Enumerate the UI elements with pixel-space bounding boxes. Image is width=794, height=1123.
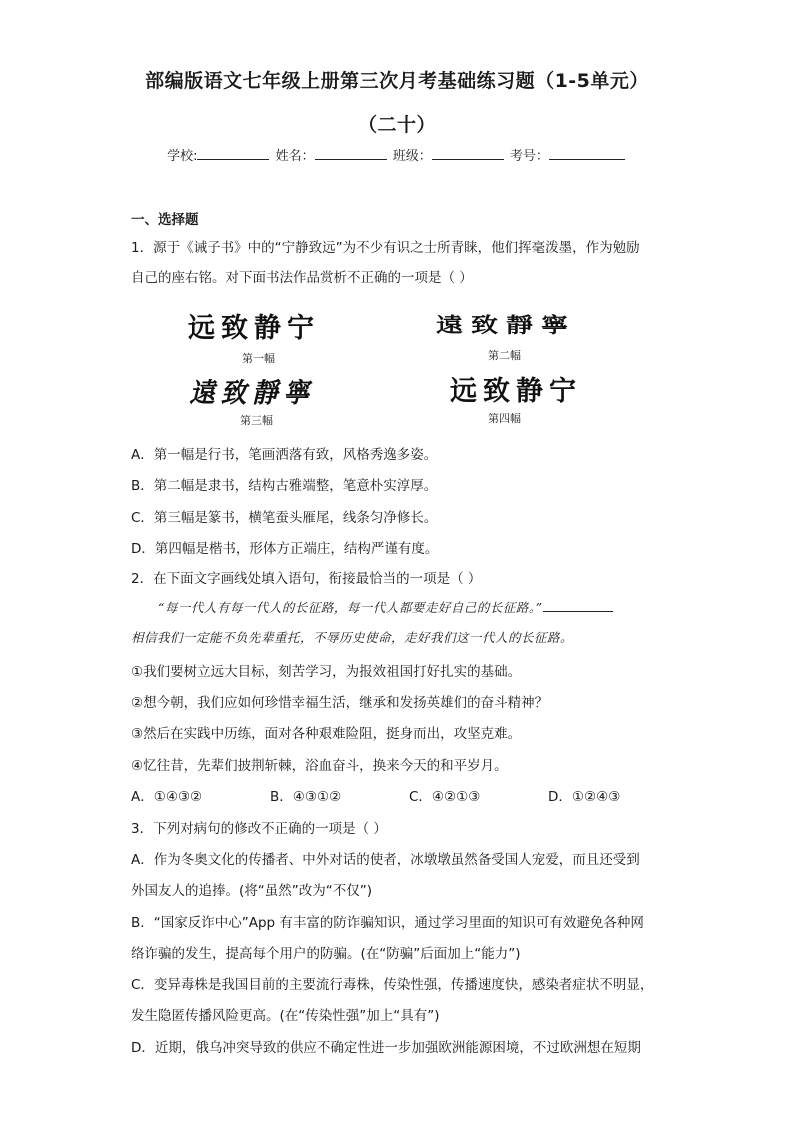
q1-stem-line2: 自己的座右铭。对下面书法作品赏析不正确的一项是（ ） (131, 270, 473, 286)
q2-option-d[interactable]: D．①②④③ (548, 789, 621, 805)
q2-stem: 2．在下面文字画线处填入语句，衔接最恰当的一项是（ ） (131, 571, 482, 587)
calligraphy-work-3: 遠致靜寧 (189, 378, 315, 409)
calligraphy-caption-4: 第四幅 (488, 412, 521, 425)
school-field[interactable] (197, 145, 269, 160)
class-field[interactable] (432, 145, 504, 160)
q3-option-c-line1[interactable]: C．变异毒株是我国目前的主要流行毒株，传染性强，传播速度快，感染者症状不明显， (131, 977, 654, 993)
q1-option-b[interactable]: B．第二幅是隶书，结构古雅端整，笔意朴实淳厚。 (131, 478, 438, 494)
school-label: 学校: (167, 149, 198, 164)
q2-blank[interactable] (543, 599, 613, 612)
calligraphy-work-2: 遠致靜寧 (436, 314, 576, 338)
calligraphy-caption-1: 第一幅 (242, 352, 275, 365)
q2-passage-line2: 相信我们一定能不负先辈重托，不辱历史使命，走好我们这一代人的长征路。 (131, 630, 574, 645)
q1-option-a[interactable]: A．第一幅是行书，笔画洒落有致，风格秀逸多姿。 (131, 447, 438, 463)
q2-options (131, 785, 620, 805)
q3-stem: 3．下列对病句的修改不正确的一项是（ ） (131, 821, 387, 837)
q2-item-2: ②想今朝，我们应如何珍惜幸福生活，继承和发扬英雄们的奋斗精神？ (131, 695, 549, 711)
q2-option-a[interactable]: A．①④③② (131, 789, 203, 805)
q2-item-4: ④忆往昔，先辈们披荆斩棘，浴血奋斗，换来今天的和平岁月。 (131, 758, 508, 774)
q2-passage-line1 (158, 598, 613, 616)
q3-option-a-line1[interactable]: A．作为冬奥文化的传播者、中外对话的使者，冰墩墩虽然备受国人宠爱，而且还受到 (131, 852, 640, 868)
q3-option-b-line1[interactable]: B．“国家反诈中心”App 有丰富的防诈骗知识，通过学习里面的知识可有效避免各种网 (131, 915, 644, 931)
calligraphy-work-4: 远致静宁 (450, 376, 582, 407)
student-info-row (0, 145, 794, 164)
q3-option-c-line2: 发生隐匿传播风险更高。(在“传染性强”加上“具有”) (131, 1008, 440, 1024)
section-title: 一、选择题 (131, 212, 199, 228)
name-label: 姓名： (275, 149, 315, 164)
q3-option-b-line2: 络诈骗的发生，提高每个用户的防骗。(在“防骗”后面加上“能力”) (131, 946, 521, 962)
calligraphy-caption-2: 第二幅 (488, 349, 521, 362)
q2-item-3: ③然后在实践中历练，面对各种艰难险阻，挺身而出，攻坚克难。 (131, 726, 522, 742)
q1-stem-line1: 1．源于《诫子书》中的“宁静致远”为不少有识之士所青睐，他们挥毫泼墨，作为勉励 (131, 240, 640, 256)
number-field[interactable] (549, 145, 625, 160)
class-label: 班级： (392, 149, 432, 164)
q1-option-d[interactable]: D．第四幅是楷书，形体方正端庄，结构严谨有度。 (131, 541, 439, 557)
calligraphy-caption-3: 第三幅 (240, 414, 273, 427)
page-title: 部编版语文七年级上册第三次月考基础练习题（1-5单元） (145, 70, 649, 92)
q2-passage-text1: “每一代人有每一代人的长征路，每一代人都要走好自己的长征路。” (158, 600, 543, 615)
calligraphy-work-1: 远致静宁 (188, 313, 320, 344)
q2-option-c[interactable]: C．④②①③ (409, 789, 481, 805)
q3-option-a-line2: 外国友人的追捧。(将“虽然”改为“不仅”) (131, 883, 373, 899)
page-subtitle: （二十） (357, 114, 436, 136)
q3-option-d-line1[interactable]: D．近期，俄乌冲突导致的供应不确定性进一步加强欧洲能源困境，不过欧洲想在短期 (131, 1040, 641, 1056)
q2-item-1: ①我们要树立远大目标，刻苦学习，为报效祖国打好扎实的基础。 (131, 664, 522, 680)
number-label: 考号： (509, 149, 549, 164)
q2-option-b[interactable]: B．④③①② (270, 789, 342, 805)
q1-option-c[interactable]: C．第三幅是篆书，横笔蚕头雁尾，线条匀净修长。 (131, 510, 438, 526)
name-field[interactable] (315, 145, 387, 160)
